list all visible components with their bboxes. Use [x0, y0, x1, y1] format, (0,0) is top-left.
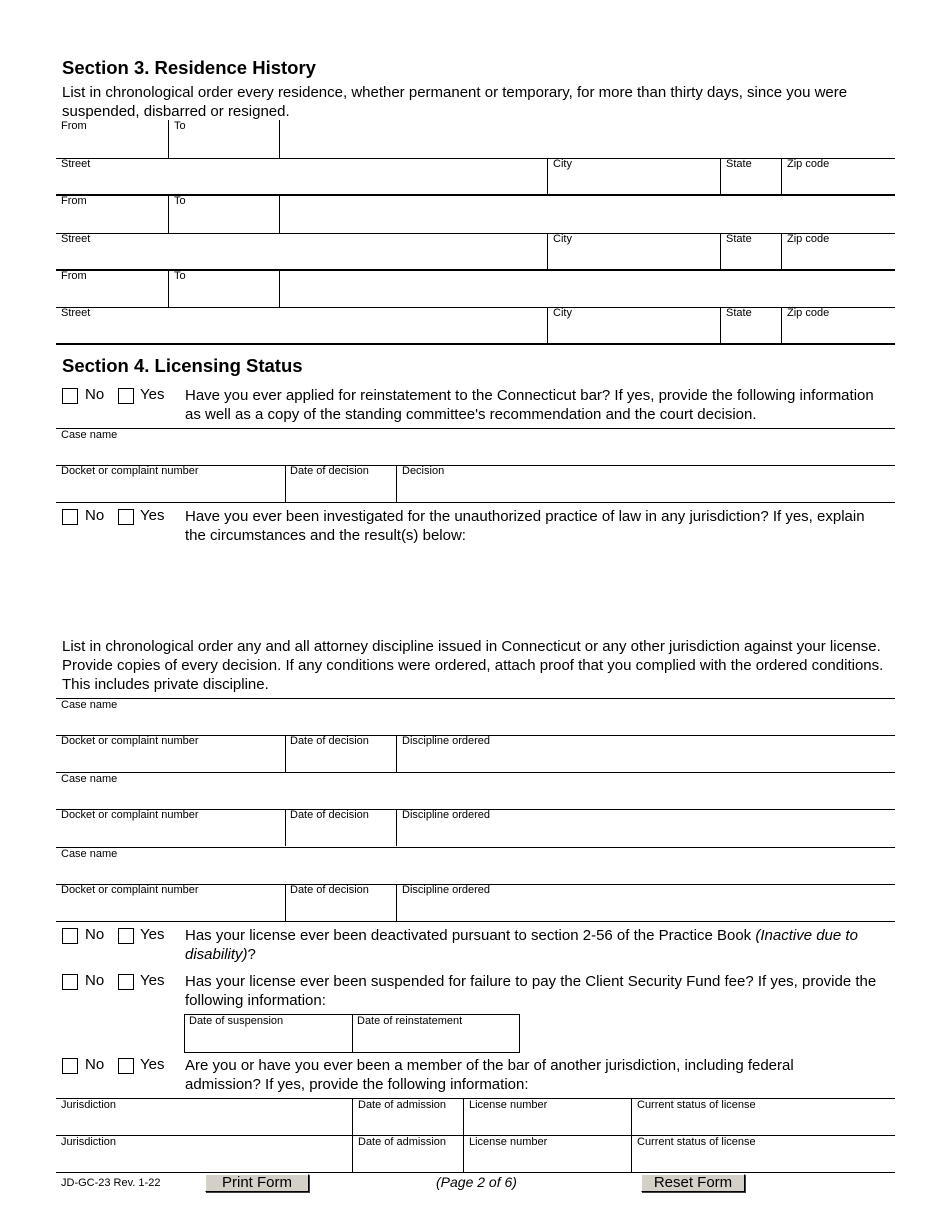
- docket-label: Docket or complaint number: [61, 884, 199, 896]
- docket-label: Docket or complaint number: [61, 735, 199, 747]
- no-label: No: [85, 507, 105, 524]
- date-of-decision-field[interactable]: [286, 884, 396, 921]
- license-number-field[interactable]: [464, 1135, 631, 1172]
- reinstatement-decision-field[interactable]: [397, 465, 895, 502]
- current-status-field[interactable]: [632, 1098, 895, 1135]
- city-label: City: [553, 307, 572, 319]
- date-of-decision-label: Date of decision: [290, 884, 369, 896]
- discipline-ordered-label: Discipline ordered: [402, 735, 491, 747]
- state-label: State: [726, 158, 752, 170]
- jurisdiction-label: Jurisdiction: [61, 1099, 117, 1111]
- decision-label: Decision: [402, 465, 445, 477]
- suspended-question: Has your license ever been suspended for failure to pay the Client Security Fund fee? If yes, provide the following information:: [185, 973, 877, 1009]
- section-4-title: Section 4. Licensing Status: [62, 355, 303, 376]
- date-of-reinstatement-label: Date of reinstatement: [357, 1015, 463, 1027]
- jurisdiction-field[interactable]: [56, 1098, 352, 1135]
- other-bar-question: Are you or have you ever been a member of the bar of another jurisdiction, including federal admission? If yes, provide the following information:: [185, 1057, 794, 1093]
- docket-label: Docket or complaint number: [61, 809, 199, 821]
- zip-field[interactable]: [782, 307, 895, 344]
- form-id: JD-GC-23 Rev. 1-22: [61, 1177, 161, 1189]
- deactivated-question-italic: (Inactive due to disability): [185, 927, 858, 963]
- state-label: State: [726, 307, 752, 319]
- street-field[interactable]: [56, 233, 547, 270]
- zip-field[interactable]: [782, 158, 895, 195]
- deactivated-question-text: Has your license ever been deactivated pursuant to section 2-56 of the Practice Book: [185, 927, 756, 944]
- deactivated-question: [185, 926, 890, 964]
- from-field[interactable]: [56, 120, 168, 158]
- license-number-label: License number: [469, 1136, 548, 1148]
- date-of-suspension-field[interactable]: [185, 1015, 352, 1052]
- from-label: From: [61, 120, 87, 132]
- case-name-label: Case name: [61, 699, 118, 711]
- license-number-label: License number: [469, 1099, 548, 1111]
- city-label: City: [553, 158, 572, 170]
- unauthorized-explanation-field[interactable]: [185, 546, 890, 631]
- yes-label: Yes: [140, 972, 165, 989]
- deactivated-yes-checkbox[interactable]: [118, 928, 134, 944]
- state-label: State: [726, 233, 752, 245]
- to-label: To: [174, 120, 186, 132]
- from-field[interactable]: [56, 195, 168, 233]
- street-field[interactable]: [56, 158, 547, 195]
- date-of-reinstatement-field[interactable]: [353, 1015, 519, 1052]
- no-label: No: [85, 972, 105, 989]
- docket-field[interactable]: [56, 809, 285, 846]
- print-form-button[interactable]: Print Form: [205, 1174, 309, 1192]
- current-status-label: Current status of license: [637, 1136, 756, 1148]
- city-label: City: [553, 233, 572, 245]
- state-field[interactable]: [721, 233, 781, 270]
- reinstatement-docket-field[interactable]: [56, 465, 285, 502]
- deactivated-question-end: ?: [247, 946, 256, 963]
- from-label: From: [61, 195, 87, 207]
- discipline-ordered-label: Discipline ordered: [402, 809, 491, 821]
- discipline-ordered-field[interactable]: [397, 809, 895, 846]
- to-field[interactable]: [169, 195, 279, 233]
- suspended-yes-checkbox[interactable]: [118, 974, 134, 990]
- date-of-suspension-label: Date of suspension: [189, 1015, 284, 1027]
- case-name-field[interactable]: [56, 698, 895, 735]
- no-label: No: [85, 386, 105, 403]
- reinstatement-question: Have you ever applied for reinstatement to the Connecticut bar? If yes, provide the following information as well as a copy of the standing committee's recommendation and the court decision.: [185, 387, 874, 423]
- city-field[interactable]: [548, 307, 720, 344]
- unauthorized-question: Have you ever been investigated for the unauthorized practice of law in any jurisdiction? If yes, explain the circumstances and the result(s) below:: [185, 508, 865, 544]
- zip-field[interactable]: [782, 233, 895, 270]
- date-of-admission-field[interactable]: [353, 1098, 463, 1135]
- date-of-admission-label: Date of admission: [358, 1099, 447, 1111]
- date-of-decision-label: Date of decision: [290, 735, 369, 747]
- yes-label: Yes: [140, 1056, 165, 1073]
- license-number-field[interactable]: [464, 1098, 631, 1135]
- unauthorized-yes-checkbox[interactable]: [118, 509, 134, 525]
- city-field[interactable]: [548, 158, 720, 195]
- section-3-instructions: List in chronological order every residence, whether permanent or temporary, for more than thirty days, since you were suspended, disbarred or resigned.: [62, 84, 848, 120]
- date-of-admission-label: Date of admission: [358, 1136, 447, 1148]
- other-bar-no-checkbox[interactable]: [62, 1058, 78, 1074]
- suspended-no-checkbox[interactable]: [62, 974, 78, 990]
- case-name-label: Case name: [61, 773, 118, 785]
- to-label: To: [174, 270, 186, 282]
- reinstatement-case-name-field[interactable]: [56, 428, 895, 465]
- date-of-admission-field[interactable]: [353, 1135, 463, 1172]
- state-field[interactable]: [721, 307, 781, 344]
- case-name-field[interactable]: [56, 772, 895, 809]
- case-name-label: Case name: [61, 848, 118, 860]
- current-status-label: Current status of license: [637, 1099, 756, 1111]
- date-of-decision-field[interactable]: [286, 735, 396, 772]
- to-field[interactable]: [169, 120, 279, 158]
- case-name-label: Case name: [61, 429, 118, 441]
- current-status-field[interactable]: [632, 1135, 895, 1172]
- state-field[interactable]: [721, 158, 781, 195]
- yes-label: Yes: [140, 507, 165, 524]
- section-3-title: Section 3. Residence History: [62, 57, 316, 78]
- street-label: Street: [61, 307, 91, 319]
- docket-field[interactable]: [56, 884, 285, 921]
- reinstatement-yes-checkbox[interactable]: [118, 388, 134, 404]
- street-label: Street: [61, 233, 91, 245]
- yes-label: Yes: [140, 386, 165, 403]
- jurisdiction-label: Jurisdiction: [61, 1136, 117, 1148]
- date-of-decision-label: Date of decision: [290, 465, 369, 477]
- to-field[interactable]: [169, 270, 279, 307]
- date-of-decision-field[interactable]: [286, 809, 396, 846]
- yes-label: Yes: [140, 926, 165, 943]
- zip-label: Zip code: [787, 158, 830, 170]
- to-label: To: [174, 195, 186, 207]
- jurisdiction-field[interactable]: [56, 1135, 352, 1172]
- date-of-decision-label: Date of decision: [290, 809, 369, 821]
- street-field[interactable]: [56, 307, 547, 344]
- zip-label: Zip code: [787, 233, 830, 245]
- reinstatement-no-checkbox[interactable]: [62, 388, 78, 404]
- docket-label: Docket or complaint number: [61, 465, 199, 477]
- discipline-instructions: List in chronological order any and all attorney discipline issued in Connecticut or any other jurisdiction against your license. Provide copies of every decision. If any conditions were ordered, attach proof that you complied with the ordered conditions. This includes private discipline.: [62, 638, 884, 693]
- discipline-ordered-field[interactable]: [397, 884, 895, 921]
- docket-field[interactable]: [56, 735, 285, 772]
- zip-label: Zip code: [787, 307, 830, 319]
- from-field[interactable]: [56, 270, 168, 307]
- reset-form-button[interactable]: Reset Form: [641, 1174, 745, 1192]
- deactivated-no-checkbox[interactable]: [62, 928, 78, 944]
- no-label: No: [85, 1056, 105, 1073]
- discipline-ordered-field[interactable]: [397, 735, 895, 772]
- discipline-ordered-label: Discipline ordered: [402, 884, 491, 896]
- no-label: No: [85, 926, 105, 943]
- reinstatement-date-field[interactable]: [286, 465, 396, 502]
- page-number: (Page 2 of 6): [436, 1174, 517, 1190]
- from-label: From: [61, 270, 87, 282]
- case-name-field[interactable]: [56, 847, 895, 884]
- street-label: Street: [61, 158, 91, 170]
- other-bar-yes-checkbox[interactable]: [118, 1058, 134, 1074]
- unauthorized-no-checkbox[interactable]: [62, 509, 78, 525]
- city-field[interactable]: [548, 233, 720, 270]
